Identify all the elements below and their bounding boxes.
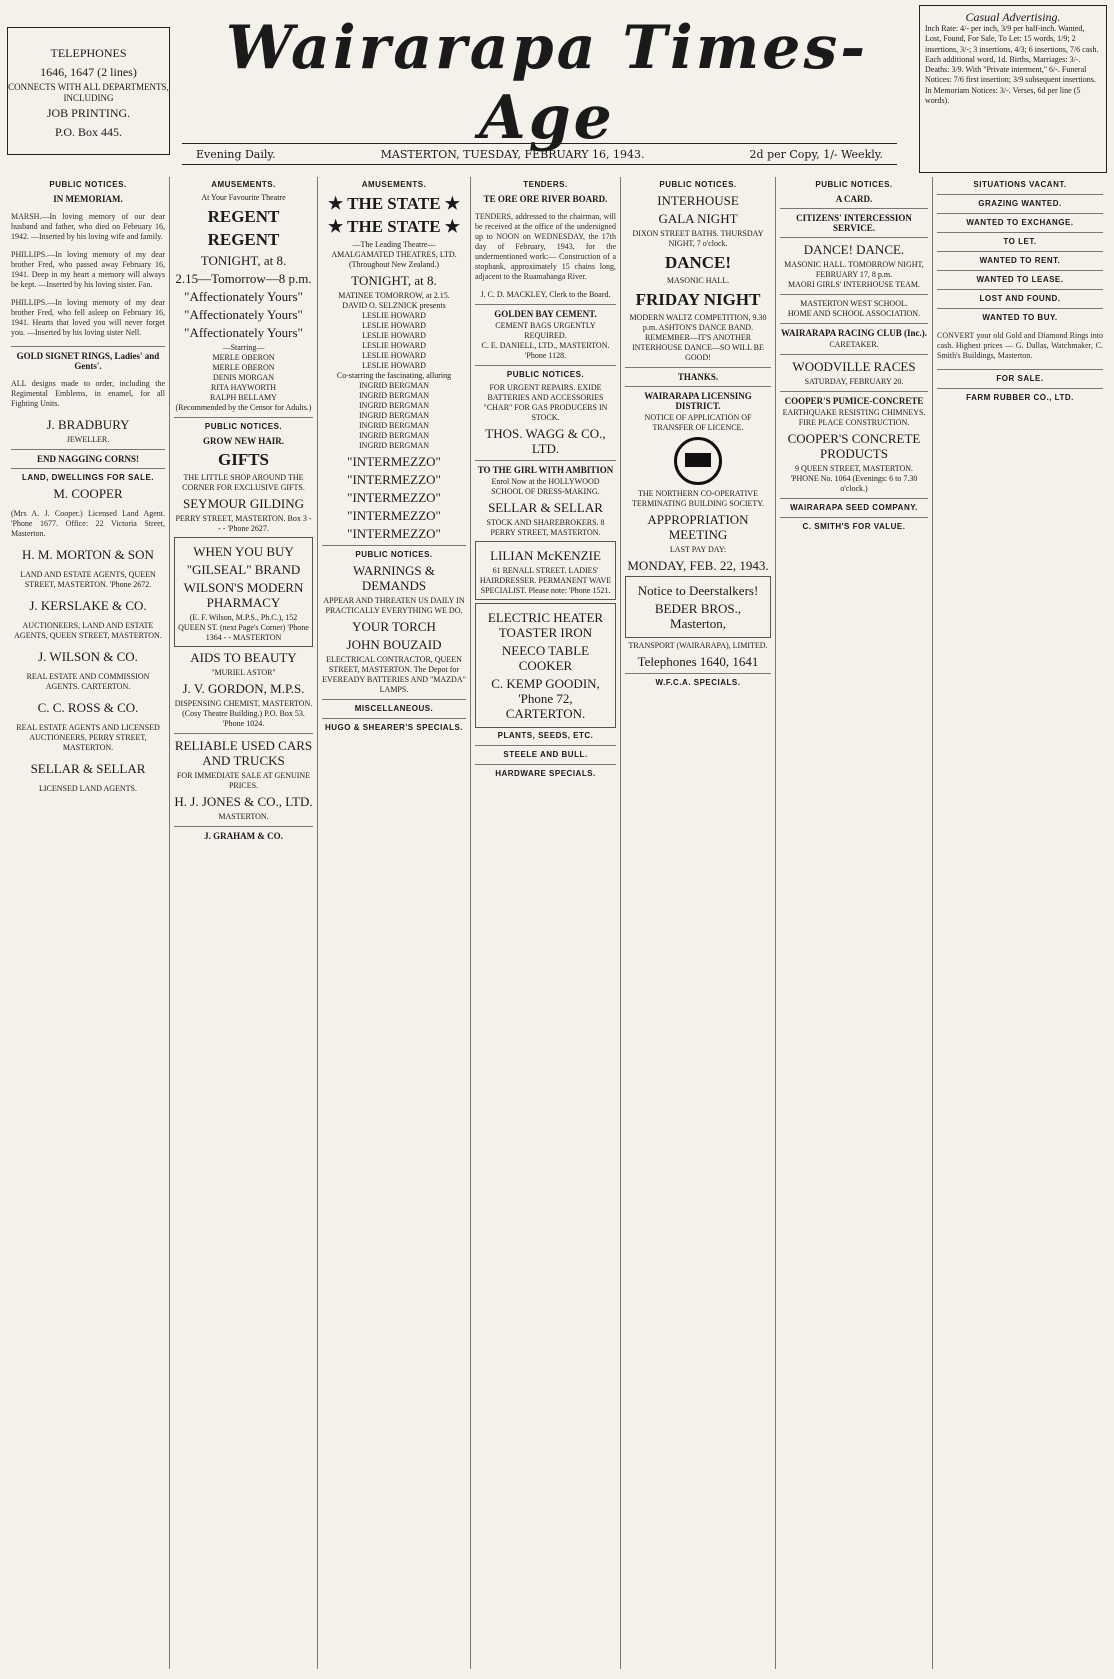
lilian-name: LILIAN McKENZIE xyxy=(490,548,601,563)
wilson-name: J. WILSON & CO. xyxy=(38,649,138,664)
state-name-2: ★ THE STATE ★ xyxy=(327,217,461,236)
selznick-presents: DAVID O. SELZNICK presents xyxy=(342,301,446,310)
casual-heading: Casual Advertising. xyxy=(965,10,1061,24)
divider xyxy=(174,733,313,734)
telephones-box xyxy=(7,27,170,155)
divider xyxy=(937,289,1103,290)
ross-details: REAL ESTATE AGENTS AND LICENSED AUCTIONEERS, PERRY STREET, MASTERTON. xyxy=(16,723,160,752)
howard-5: LESLIE HOWARD xyxy=(362,351,426,360)
intermezzo-2: "INTERMEZZO" xyxy=(347,472,441,487)
casual-rates: Inch Rate: 4/- per inch, 3/9 per half-inch. Wanted, Lost, Found, For Sale, To Let: 15 words, 1/9; 2 insertions, 3/-; 3 insertions, 4/3; 6 insertions, 7/6 cash. Each additional word, 1d. Births, Marriages: 3/-. Deaths: 3/9. With "Private interment," 6/-. Funeral Notices: 7/6 first insertion; 3/9 subsequent insertions. In Memoriam Notices: 3/-. Verses, 6d per line (5 words). xyxy=(925,24,1099,106)
notice-phillips-2: PHILLIPS.—In loving memory of my dear brother Fred, who fell asleep on February 16, 1941. Hearts that loved you will never forget you. —Inserted by his loving sister Nell. xyxy=(11,298,165,337)
cooper-products: COOPER'S CONCRETE PRODUCTS xyxy=(787,431,921,461)
transport-name: TRANSPORT (WAIRARAPA), LIMITED. xyxy=(628,641,768,650)
hair-heading: GROW NEW HAIR. xyxy=(203,436,284,446)
divider xyxy=(174,417,313,418)
issue-date: MASTERTON, TUESDAY, FEBRUARY 16, 1943. xyxy=(380,148,645,161)
column-public-notices-2 xyxy=(621,177,776,1669)
divider xyxy=(625,386,771,387)
cars-sub: FOR IMMEDIATE SALE AT GENUINE PRICES. xyxy=(176,771,311,790)
land-heading: LAND, DWELLINGS FOR SALE. xyxy=(21,473,155,482)
state-name: ★ THE STATE ★ xyxy=(327,194,461,213)
friday-night: FRIDAY NIGHT xyxy=(635,290,761,309)
sellar-sub: STOCK AND SHAREBROKERS. 8 PERRY STREET, MASTERTON. xyxy=(486,518,605,537)
wilson-pharmacy-ad xyxy=(174,537,313,647)
column-public-notices xyxy=(7,177,170,1669)
warnings-sub: APPEAR AND THREATEN US DAILY IN PRACTICALLY EVERYTHING WE DO. xyxy=(323,596,465,615)
morton-details: LAND AND ESTATE AGENTS, QUEEN STREET, MASTERTON. 'Phone 2672. xyxy=(20,570,156,589)
baths-details: DIXON STREET BATHS. THURSDAY NIGHT, 7 o'clock. xyxy=(632,229,764,248)
seed-company: WAIRARAPA SEED COMPANY. xyxy=(790,503,918,512)
cooper-name: M. COOPER xyxy=(53,486,123,501)
divider xyxy=(780,517,928,518)
regent-name: REGENT xyxy=(207,207,280,226)
divider xyxy=(780,498,928,499)
monday-date: MONDAY, FEB. 22, 1943. xyxy=(627,558,769,573)
column-amusements-2 xyxy=(318,177,471,1669)
coop-society: THE NORTHERN CO-OPERATIVE TERMINATING BUILDING SOCIETY. xyxy=(631,489,765,508)
masonic-details: MASONIC HALL. TOMORROW NIGHT, FEBRUARY 17, 8 p.m. xyxy=(784,260,924,279)
beauty-heading: AIDS TO BEAUTY xyxy=(190,650,297,665)
lilian-details: 61 RENALL STREET. LADIES' HAIRDRESSER. PERMANENT WAVE SPECIALIST. Please note: 'Phone 1521. xyxy=(479,566,612,595)
telephone-numbers: 1646, 1647 (2 lines) xyxy=(40,65,137,79)
divider xyxy=(937,251,1103,252)
masthead xyxy=(7,5,1107,173)
smith-heading: C. SMITH'S FOR VALUE. xyxy=(802,522,906,531)
west-school: MASTERTON WEST SCHOOL. xyxy=(800,299,908,308)
censor-note: (Recommended by the Censor for Adults.) xyxy=(175,403,312,412)
film-title: "Affectionately Yours" xyxy=(184,289,303,304)
neeco-cooker: NEECO TABLE COOKER xyxy=(501,643,590,673)
divider xyxy=(322,699,466,700)
gilding-address: PERRY STREET, MASTERTON. Box 3 - - - 'Phone 2627. xyxy=(175,514,312,533)
caretaker-heading: CARETAKER. xyxy=(829,340,879,349)
regent-tonight: TONIGHT, at 8. xyxy=(200,253,287,268)
tolet-heading: TO LET. xyxy=(1003,237,1037,246)
rings-heading: GOLD SIGNET RINGS, Ladies' and Gents'. xyxy=(16,351,160,371)
howard-4: LESLIE HOWARD xyxy=(362,341,426,350)
bradbury-name: J. BRADBURY xyxy=(46,417,130,432)
divider xyxy=(780,208,928,209)
gold-notice: CONVERT your old Gold and Diamond Rings into cash. Highest prices — G. Dallas, Watchmaker, C. Smith's Buildings, Masterton. xyxy=(937,331,1103,360)
transport-telephones: Telephones 1640, 1641 xyxy=(637,654,759,669)
departments-note: CONNECTS WITH ALL DEPARTMENTS, INCLUDING xyxy=(8,82,169,103)
star-1: MERLE OBERON xyxy=(212,353,275,362)
steele-heading: STEELE AND BULL. xyxy=(503,750,588,759)
section-heading: AMUSEMENTS. xyxy=(361,180,427,189)
divider xyxy=(937,308,1103,309)
divider xyxy=(11,468,165,469)
gifts-sub: THE LITTLE SHOP AROUND THE CORNER FOR EXCLUSIVE GIFTS. xyxy=(182,473,305,492)
hollywood-school: Enrol Now at the HOLLYWOOD SCHOOL OF DRESS-MAKING. xyxy=(491,477,600,496)
card-heading: A CARD. xyxy=(835,194,873,204)
cement-heading: GOLDEN BAY CEMENT. xyxy=(494,309,597,319)
column-tenders xyxy=(471,177,621,1669)
cement-sub: CEMENT BAGS URGENTLY REQUIRED. xyxy=(495,321,596,340)
intermezzo-4: "INTERMEZZO" xyxy=(347,508,441,523)
sellar-name: SELLAR & SELLAR xyxy=(30,761,146,776)
pumice-heading: COOPER'S PUMICE-CONCRETE xyxy=(784,396,924,406)
casual-advertising-box xyxy=(919,5,1107,173)
wilson-details: REAL ESTATE AND COMMISSION AGENTS. CARTERTON. xyxy=(26,672,150,691)
fireplace: FIRE PLACE CONSTRUCTION. xyxy=(798,418,910,427)
licensing-heading: WAIRARAPA LICENSING DISTRICT. xyxy=(644,391,752,411)
divider xyxy=(625,673,771,674)
rings-body: ALL designs made to order, including the Regimental Emblems, in enamel, for all Fighting Units. xyxy=(11,379,165,408)
lost-heading: LOST AND FOUND. xyxy=(979,294,1061,303)
divider xyxy=(322,545,466,546)
state-matinee: MATINEE TOMORROW, at 2.15. xyxy=(338,291,450,300)
bergman-3: INGRID BERGMAN xyxy=(359,401,429,410)
exchange-heading: WANTED TO EXCHANGE. xyxy=(966,218,1074,227)
edition-label: Evening Daily. xyxy=(196,148,276,161)
public-notices-heading: PUBLIC NOTICES. xyxy=(204,422,283,431)
state-tonight: TONIGHT, at 8. xyxy=(351,273,437,288)
divider xyxy=(322,718,466,719)
divider xyxy=(780,294,928,295)
forsale-heading: FOR SALE. xyxy=(996,374,1044,383)
public-notices-heading: PUBLIC NOTICES. xyxy=(355,550,433,559)
divider xyxy=(937,232,1103,233)
star-5: RALPH BELLAMY xyxy=(210,393,277,402)
dateline-bar xyxy=(182,143,897,165)
goodin-name: C. KEMP GOODIN, 'Phone 72, CARTERTON. xyxy=(491,676,600,721)
intermezzo-5: "INTERMEZZO" xyxy=(347,526,441,541)
gifts-heading: GIFTS xyxy=(217,450,270,469)
notice-phillips-1: PHILLIPS.—In loving memory of my dear brother Fred, who passed away February 16, 1941. Deep in my heart a memory will always be kept. —Inserted by his loving sister. Fan. xyxy=(11,250,165,289)
waltz-competition: MODERN WALTZ COMPETITION, 9.30 p.m. ASHTON'S DANCE BAND. xyxy=(629,313,767,332)
divider xyxy=(475,764,616,765)
dance-heading: DANCE! xyxy=(664,253,732,272)
job-printing: JOB PRINTING. xyxy=(46,106,131,120)
section-heading: PUBLIC NOTICES. xyxy=(815,180,893,189)
intercession-heading: CITIZENS' INTERCESSION SERVICE. xyxy=(796,213,912,233)
cars-heading: RELIABLE USED CARS AND TRUCKS xyxy=(174,738,313,768)
muriel-astor: "MURIEL ASTOR" xyxy=(211,668,276,677)
bergman-6: INGRID BERGMAN xyxy=(359,431,429,440)
appropriation-meeting: APPROPRIATION MEETING xyxy=(647,512,749,542)
divider xyxy=(11,449,165,450)
divider xyxy=(937,388,1103,389)
misc-heading: MISCELLANEOUS. xyxy=(354,704,434,713)
tenders-body: TENDERS, addressed to the chairman, will be received at the office of the undersigned up to NOON on WEDNESDAY, the 17th day of February, 1943, for the undermentioned work:— Construction of a stopbank, approximately 15 chains long, adjacent to the Ruamahanga River. xyxy=(475,212,616,281)
section-heading: PUBLIC NOTICES. xyxy=(49,180,127,189)
bergman-4: INGRID BERGMAN xyxy=(359,411,429,420)
gilding-name: SEYMOUR GILDING xyxy=(183,496,304,511)
lilian-ad xyxy=(475,541,616,600)
buy-heading: WANTED TO BUY. xyxy=(982,313,1058,322)
regent-times: 2.15—Tomorrow—8 p.m. xyxy=(175,271,312,286)
newspaper-title: Wairarapa Times-Age xyxy=(225,13,869,153)
morton-name: H. M. MORTON & SON xyxy=(22,547,154,562)
bouzaid-details: ELECTRICAL CONTRACTOR, QUEEN STREET, MASTERTON. The Depot for EVEREADY BATTERIES AND "MAZDA" LAMPS. xyxy=(322,655,466,694)
po-box: P.O. Box 445. xyxy=(54,125,122,139)
racing-club: WAIRARAPA RACING CLUB (Inc.). xyxy=(780,328,928,338)
warnings-heading: WARNINGS & DEMANDS xyxy=(353,563,435,593)
costarring: Co-starring the fascinating, alluring xyxy=(336,371,452,380)
graham-name: J. GRAHAM & CO. xyxy=(204,831,283,841)
cooper-details: (Mrs A. J. Cooper.) Licensed Land Agent. 'Phone 1677. Office: 22 Victoria Street, Masterton. xyxy=(11,509,165,538)
film-title-3: "Affectionately Yours" xyxy=(184,325,303,340)
notice-marsh: MARSH.—In loving memory of our dear husband and father, who died on February 16, 1942. —Inserted by his loving wife and family. xyxy=(11,212,165,241)
columns xyxy=(7,177,1107,1669)
wfca-heading: W.F.C.A. SPECIALS. xyxy=(655,678,741,687)
gordon-name: J. V. GORDON, M.P.S. xyxy=(182,681,305,696)
star-3: DENIS MORGAN xyxy=(212,373,275,382)
state-sub: —The Leading Theatre— AMALGAMATED THEATRES, LTD. (Throughout New Zealand.) xyxy=(331,240,457,269)
starring-label: —Starring— xyxy=(222,343,265,352)
maori-team: MAORI GIRLS' INTERHOUSE TEAM. xyxy=(788,280,920,289)
situations-heading: SITUATIONS VACANT. xyxy=(973,180,1067,189)
ambition-heading: TO THE GIRL WITH AMBITION xyxy=(477,465,614,475)
cooper-address: 9 QUEEN STREET, MASTERTON. 'PHONE No. 1064 (Evenings: 6 to 7.30 o'clock.) xyxy=(790,464,918,493)
deer-heading: Notice to Deerstalkers! xyxy=(637,583,759,598)
section-heading: TENDERS. xyxy=(523,180,568,189)
price-label: 2d per Copy, 1/- Weekly. xyxy=(749,148,883,161)
farm-rubber-heading: FARM RUBBER CO., LTD. xyxy=(966,393,1074,402)
dance-heading: DANCE! DANCE. xyxy=(803,242,905,257)
transfer-notice: NOTICE OF APPLICATION OF TRANSFER OF LICENCE. xyxy=(644,413,752,432)
masonic-hall: MASONIC HALL. xyxy=(666,276,730,285)
bradbury-trade: JEWELLER. xyxy=(66,435,110,444)
divider xyxy=(475,745,616,746)
telephones-label: TELEPHONES xyxy=(50,46,127,60)
kerslake-name: J. KERSLAKE & CO. xyxy=(29,598,147,613)
divider xyxy=(780,323,928,324)
theatre-intro: At Your Favourite Theatre xyxy=(201,193,286,202)
remember-note: REMEMBER—IT'S ANOTHER INTERHOUSE DANCE—SO WILL BE GOOD! xyxy=(632,333,764,362)
beder-bros: BEDER BROS., Masterton, xyxy=(654,601,742,631)
corns-heading: END NAGGING CORNS! xyxy=(36,454,139,464)
divider xyxy=(780,237,928,238)
divider xyxy=(475,365,616,366)
star-4: RITA HAYWORTH xyxy=(210,383,277,392)
divider xyxy=(174,826,313,827)
urgent-repairs: FOR URGENT REPAIRS. EXIDE BATTERIES AND ACCESSORIES "CHAR" FOR GAS PRODUCERS IN STOCK. xyxy=(483,383,608,422)
intermezzo-1: "INTERMEZZO" xyxy=(347,454,441,469)
howard-6: LESLIE HOWARD xyxy=(362,361,426,370)
tenders-signature: J. C. D. MACKLEY, Clerk to the Board. xyxy=(480,290,611,299)
chimneys: EARTHQUAKE RESISTING CHIMNEYS. xyxy=(782,408,926,417)
wilsons-name: WILSON'S MODERN PHARMACY xyxy=(183,580,304,610)
goodin-ad xyxy=(475,603,616,728)
divider xyxy=(475,304,616,305)
divider xyxy=(937,213,1103,214)
gilseal-brand: "GILSEAL" BRAND xyxy=(186,562,301,577)
jones-name: H. J. JONES & CO., LTD. xyxy=(174,794,313,809)
electric-items: ELECTRIC HEATER TOASTER IRON xyxy=(487,610,604,640)
hugo-heading: HUGO & SHEARER'S SPECIALS. xyxy=(324,723,464,732)
rent-heading: WANTED TO RENT. xyxy=(979,256,1061,265)
gala-night: GALA NIGHT xyxy=(658,211,738,226)
hardware-heading: HARDWARE SPECIALS. xyxy=(495,769,596,778)
wagg-name: THOS. WAGG & CO., LTD. xyxy=(485,426,606,456)
kerslake-details: AUCTIONEERS, LAND AND ESTATE AGENTS, QUEEN STREET, MASTERTON. xyxy=(14,621,162,640)
torch-heading: YOUR TORCH xyxy=(352,619,436,634)
star-2: MERLE OBERON xyxy=(212,363,275,372)
bergman-1: INGRID BERGMAN xyxy=(359,381,429,390)
howard-2: LESLIE HOWARD xyxy=(362,321,426,330)
film-title-2: "Affectionately Yours" xyxy=(184,307,303,322)
thanks-heading: THANKS. xyxy=(677,372,719,382)
divider xyxy=(11,346,165,347)
column-classifieds xyxy=(933,177,1107,1669)
wyb-heading: WHEN YOU BUY xyxy=(193,544,294,559)
daniell-signature: C. E. DANIELL, LTD., MASTERTON. 'Phone 1128. xyxy=(481,341,610,360)
grazing-heading: GRAZING WANTED. xyxy=(978,199,1062,208)
divider xyxy=(937,194,1103,195)
divider xyxy=(625,367,771,368)
section-heading: PUBLIC NOTICES. xyxy=(659,180,737,189)
bergman-2: INGRID BERGMAN xyxy=(359,391,429,400)
sellar-details: LICENSED LAND AGENTS. xyxy=(39,784,137,793)
jones-location: MASTERTON. xyxy=(218,812,269,821)
divider xyxy=(937,270,1103,271)
deer-ad xyxy=(625,576,771,638)
gordon-address: DISPENSING CHEMIST, MASTERTON. (Cosy Theatre Building.) P.O. Box 53. 'Phone 1024. xyxy=(174,699,313,728)
lease-heading: WANTED TO LEASE. xyxy=(976,275,1064,284)
home-school: HOME AND SCHOOL ASSOCIATION. xyxy=(787,309,921,318)
newspaper-page xyxy=(7,5,1107,1669)
howard-3: LESLIE HOWARD xyxy=(362,331,426,340)
bergman-7: INGRID BERGMAN xyxy=(359,441,429,450)
wilsons-address: (E. F. Wilson, M.P.S., Ph.C.), 152 QUEEN ST. (next Page's Corner) 'Phone 1364 - - MASTERTON xyxy=(178,613,309,642)
memoriam-heading: IN MEMORIAM. xyxy=(53,194,123,204)
bouzaid-name: JOHN BOUZAID xyxy=(346,637,442,652)
intermezzo-3: "INTERMEZZO" xyxy=(347,490,441,505)
section-heading: AMUSEMENTS. xyxy=(211,180,276,189)
plants-heading: PLANTS, SEEDS, ETC. xyxy=(497,731,594,740)
last-pay-day: LAST PAY DAY: xyxy=(669,545,727,554)
woodville-races: WOODVILLE RACES xyxy=(792,359,916,374)
divider xyxy=(780,391,928,392)
interhouse: INTERHOUSE xyxy=(657,193,739,208)
ross-name: C. C. ROSS & CO. xyxy=(37,700,139,715)
sellar-name: SELLAR & SELLAR xyxy=(488,500,603,515)
divider xyxy=(475,460,616,461)
woodville-date: SATURDAY, FEBRUARY 20. xyxy=(804,377,904,386)
bergman-5: INGRID BERGMAN xyxy=(359,421,429,430)
column-public-notices-3 xyxy=(776,177,933,1669)
northern-logo-icon xyxy=(674,437,722,485)
divider xyxy=(780,354,928,355)
column-amusements-1 xyxy=(170,177,318,1669)
regent-name-2: REGENT xyxy=(207,230,280,249)
public-notices-heading: PUBLIC NOTICES. xyxy=(506,370,585,379)
divider xyxy=(937,369,1103,370)
howard-1: LESLIE HOWARD xyxy=(362,311,426,320)
teore-heading: TE ORE ORE RIVER BOARD. xyxy=(483,194,608,204)
